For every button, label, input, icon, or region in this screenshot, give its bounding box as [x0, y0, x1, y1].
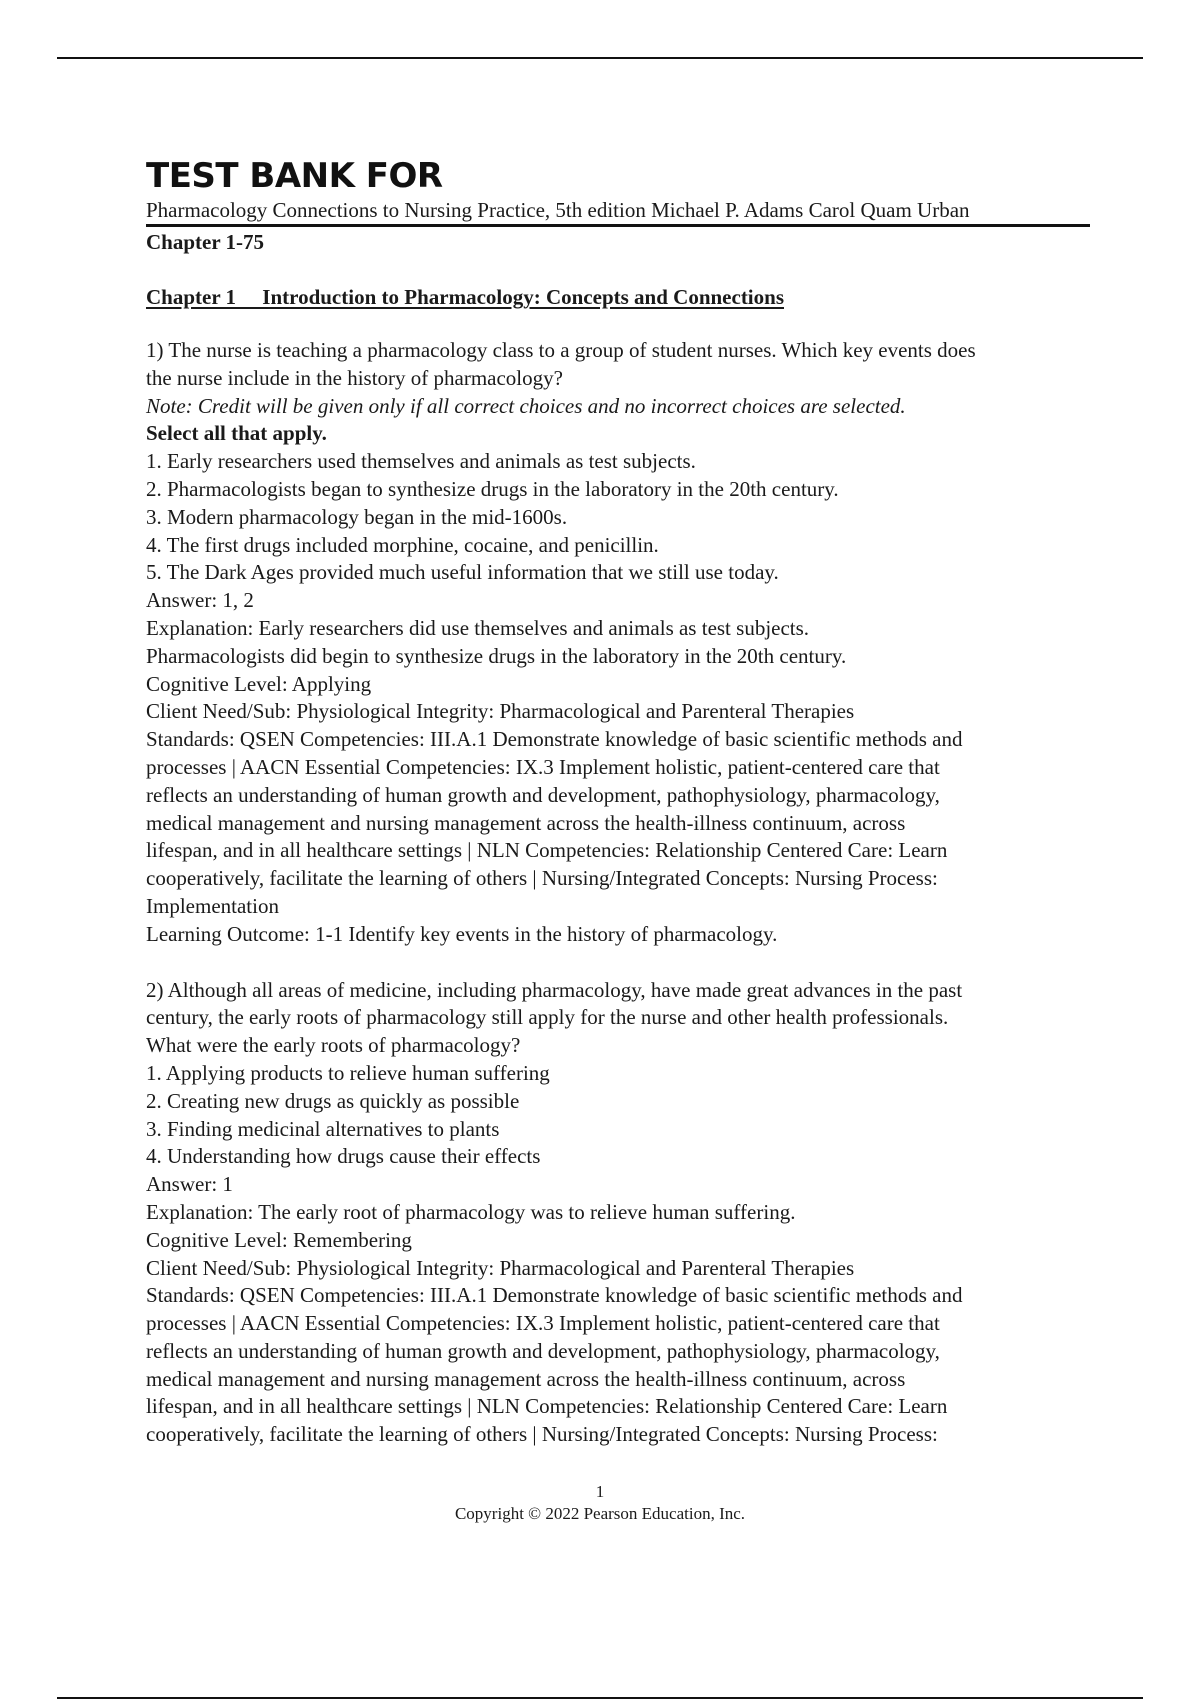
question-stem: 1) The nurse is teaching a pharmacology class to a group of student nurses. Which key events does	[146, 338, 976, 362]
question-note: Note: Credit will be given only if all correct choices and no incorrect choices are selected.	[146, 393, 906, 418]
page-number: 1	[595, 1482, 605, 1501]
question-stem: century, the early roots of pharmacology still apply for the nurse and other health professionals.	[146, 1005, 949, 1030]
standards: medical management and nursing management across the health-illness continuum, across	[146, 1366, 906, 1391]
select-all-instruction: Select all that apply.	[146, 421, 327, 446]
copyright-notice: Copyright © 2022 Pearson Education, Inc.	[454, 1504, 746, 1523]
standards: Standards: QSEN Competencies: III.A.1 Demonstrate knowledge of basic scientific methods and	[146, 1283, 963, 1308]
standards: lifespan, and in all healthcare settings | NLN Competencies: Relationship Centered Care: Learn	[146, 1394, 948, 1419]
question-2	[146, 977, 1090, 1450]
standards: medical management and nursing management across the health-illness continuum, across	[146, 810, 906, 835]
page-content	[146, 155, 1090, 1449]
answer-option: 1. Applying products to relieve human suffering	[146, 1060, 550, 1085]
top-divider	[57, 57, 1143, 59]
standards: cooperatively, facilitate the learning of others | Nursing/Integrated Concepts: Nursing Process:	[146, 866, 938, 891]
answer-option: 2. Creating new drugs as quickly as possible	[146, 1088, 520, 1113]
answer-option: 1. Early researchers used themselves and animals as test subjects.	[146, 449, 696, 474]
answer-option: 4. Understanding how drugs cause their effects	[146, 1144, 541, 1169]
standards: processes | AACN Essential Competencies: IX.3 Implement holistic, patient-centered care that	[146, 754, 940, 779]
explanation: Pharmacologists did begin to synthesize drugs in the laboratory in the 20th century.	[146, 643, 847, 668]
question-stem: 2) Although all areas of medicine, including pharmacology, have made great advances in the past	[146, 977, 963, 1002]
question-stem: What were the early roots of pharmacology?	[146, 1033, 521, 1058]
client-need: Client Need/Sub: Physiological Integrity: Pharmacological and Parenteral Therapies	[146, 699, 855, 724]
question-1	[146, 337, 1090, 949]
answer-option: 2. Pharmacologists began to synthesize drugs in the laboratory in the 20th century.	[146, 476, 839, 501]
explanation: Explanation: The early root of pharmacology was to relieve human suffering.	[146, 1199, 796, 1224]
bottom-divider	[57, 1697, 1143, 1699]
answer-key: Answer: 1, 2	[146, 588, 254, 613]
standards: reflects an understanding of human growth and development, pathophysiology, pharmacology,	[146, 1338, 940, 1363]
page-title: TEST BANK FOR	[146, 156, 443, 196]
answer-option: 3. Finding medicinal alternatives to plants	[146, 1116, 500, 1141]
answer-option: 5. The Dark Ages provided much useful information that we still use today.	[146, 560, 779, 585]
book-subtitle: Pharmacology Connections to Nursing Practice, 5th edition Michael P. Adams Carol Quam Urban	[146, 197, 1090, 227]
standards: reflects an understanding of human growth and development, pathophysiology, pharmacology,	[146, 782, 940, 807]
explanation: Explanation: Early researchers did use themselves and animals as test subjects.	[146, 615, 810, 640]
learning-outcome: Learning Outcome: 1-1 Identify key events in the history of pharmacology.	[146, 921, 778, 946]
standards: Implementation	[146, 893, 279, 918]
cognitive-level: Cognitive Level: Applying	[146, 671, 372, 696]
standards: processes | AACN Essential Competencies: IX.3 Implement holistic, patient-centered care that	[146, 1311, 940, 1336]
standards: lifespan, and in all healthcare settings | NLN Competencies: Relationship Centered Care: Learn	[146, 838, 948, 863]
standards: cooperatively, facilitate the learning of others | Nursing/Integrated Concepts: Nursing Process:	[146, 1422, 938, 1447]
standards: Standards: QSEN Competencies: III.A.1 Demonstrate knowledge of basic scientific methods and	[146, 727, 963, 752]
answer-option: 3. Modern pharmacology began in the mid-1600s.	[146, 504, 568, 529]
question-stem: the nurse include in the history of pharmacology?	[146, 365, 563, 390]
answer-key: Answer: 1	[146, 1172, 233, 1197]
chapter-range: Chapter 1-75	[146, 230, 265, 254]
client-need: Client Need/Sub: Physiological Integrity: Pharmacological and Parenteral Therapies	[146, 1255, 855, 1280]
cognitive-level: Cognitive Level: Remembering	[146, 1227, 412, 1252]
chapter-heading: Chapter 1 Introduction to Pharmacology: Concepts and Connections	[146, 285, 784, 309]
answer-option: 4. The first drugs included morphine, cocaine, and penicillin.	[146, 532, 659, 557]
